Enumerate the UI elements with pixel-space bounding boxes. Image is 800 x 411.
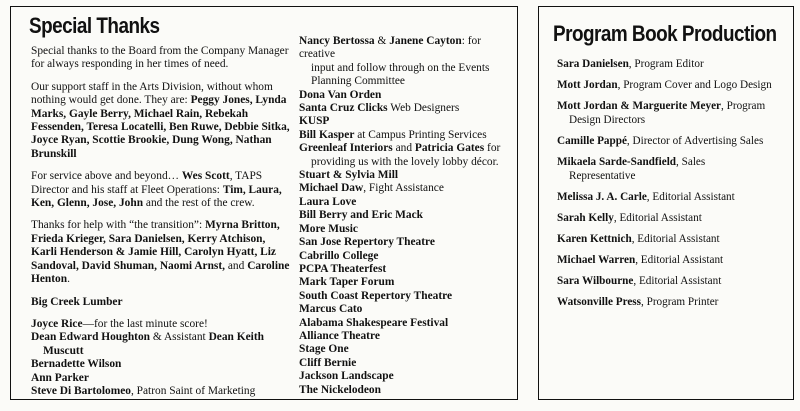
credit-item: Sarah Kelly, Editorial Assistant	[557, 212, 702, 224]
thanks-list-item: Mark Taper Forum	[299, 276, 395, 289]
thanks-list-item: The Nickelodeon	[299, 383, 381, 396]
thanks-list-item: PCPA Theaterfest	[299, 262, 387, 275]
credit-item: Mikaela Sarde-Sandfield, Sales Representative	[557, 156, 706, 182]
dean-line: Dean Edward Houghton & Assistant Dean Keith	[31, 331, 264, 344]
nancy-line-continued: input and follow through on the Events	[311, 61, 490, 74]
thanks-right-column	[299, 35, 515, 397]
thanks-list-item: South Coast Repertory Theatre	[299, 289, 453, 302]
credit-item: Camille Pappé, Director of Advertising Sales	[557, 135, 764, 147]
thanks-list-item: Alabama Shakespeare Festival	[299, 316, 449, 329]
stuart-line: Stuart & Sylvia Mill	[299, 169, 399, 182]
credit-item: Michael Warren, Editorial Assistant	[557, 254, 724, 266]
thanks-left-column	[31, 45, 293, 398]
greenleaf-line: Greenleaf Interiors and Patricia Gates for	[299, 142, 501, 155]
dean-line-continued: Muscutt	[43, 344, 84, 357]
support-staff-paragraph: Our support staff in the Arts Division, without whom nothing would get done. They are: Peggy Jones, Lynda Marks, Gayle Berry, Michael Rain, Rebekah Fessenden, Teresa Locatelli, Ben Ruwe, Debbie Sitka, Joyce Ryan, Scottie Brookie, Dung Wong, Nathan Brunskill	[31, 80, 290, 160]
support-staff-names: Peggy Jones, Lynda Marks, Gayle Berry, Michael Rain, Rebekah Fessenden, Teresa Locatelli, Ben Ruwe, Debbie Sitka, Joyce Ryan, Scottie Brookie, Dung Wong, Nathan Brunskill	[31, 94, 290, 160]
steve-line: Steve Di Bartolomeo, Patron Saint of Marketing	[31, 384, 256, 397]
program-book-production-panel	[538, 6, 794, 400]
thanks-list-item: Cliff Bernie	[299, 356, 357, 369]
credit-item: Watsonville Press, Program Printer	[557, 296, 719, 308]
bernadette-line: Bernadette Wilson	[31, 358, 122, 371]
daw-line: Michael Daw, Fight Assistance	[299, 182, 444, 195]
ann-line: Ann Parker	[31, 371, 89, 384]
special-thanks-panel	[10, 6, 518, 400]
santa-cruz-line: Santa Cruz Clicks Web Designers	[299, 102, 460, 115]
big-creek-line: Big Creek Lumber	[31, 295, 123, 308]
credit-item: Karen Kettnich, Editorial Assistant	[557, 233, 720, 245]
bill-kasper-line: Bill Kasper at Campus Printing Services	[299, 128, 487, 141]
special-thanks-heading: Special Thanks	[29, 13, 160, 38]
thanks-list-item: Alliance Theatre	[299, 329, 380, 342]
credit-item: Mott Jordan, Program Cover and Logo Design	[557, 79, 772, 91]
thanks-list-item: More Music	[299, 222, 358, 235]
thanks-list-item: Marcus Cato	[299, 303, 363, 316]
greenleaf-line-continued: providing us with the lovely lobby décor.	[311, 155, 499, 168]
transition-paragraph: Thanks for help with “the transition”: Myrna Britton, Frieda Krieger, Sara Danielsen, Kerry Atchison, Karli Henderson & Jamie Hill, Carolyn Hyatt, Liz Sandoval, David Shuman, Naomi Arnst, and Caroline Henton.	[31, 219, 290, 286]
thanks-list-item: Bill Berry and Eric Mack	[299, 209, 424, 222]
production-heading: Program Book Production	[553, 21, 777, 46]
thanks-list-item: Jackson Landscape	[299, 370, 394, 383]
thanks-list-item: Laura Love	[299, 195, 357, 208]
board-paragraph: Special thanks to the Board from the Company Manager for always responding in her times of need.	[31, 45, 289, 71]
thanks-list-item: Cabrillo College	[299, 249, 379, 262]
nancy-line-continued-2: Planning Committee	[311, 75, 405, 88]
nancy-line: Nancy Bertossa & Janene Cayton: for creative	[299, 35, 481, 61]
credit-item: Melissa J. A. Carle, Editorial Assistant	[557, 191, 735, 203]
dona-line: Dona Van Orden	[299, 88, 382, 101]
thanks-list-item: San Jose Repertory Theatre	[299, 236, 435, 249]
credit-item: Sara Wilbourne, Editorial Assistant	[557, 275, 722, 287]
thanks-list-item: Stage One	[299, 343, 349, 356]
credit-item: Mott Jordan & Marguerite Meyer, Program Design Directors	[557, 100, 766, 126]
production-credits-list	[557, 57, 789, 316]
credit-item: Sara Danielsen, Program Editor	[557, 58, 704, 70]
service-paragraph: For service above and beyond… Wes Scott, TAPS Director and his staff at Fleet Operations: Tim, Laura, Ken, Glenn, Jose, John and the rest of the crew.	[31, 170, 282, 210]
joyce-line: Joyce Rice—for the last minute score!	[31, 317, 208, 330]
kusp-line: KUSP	[299, 115, 330, 128]
